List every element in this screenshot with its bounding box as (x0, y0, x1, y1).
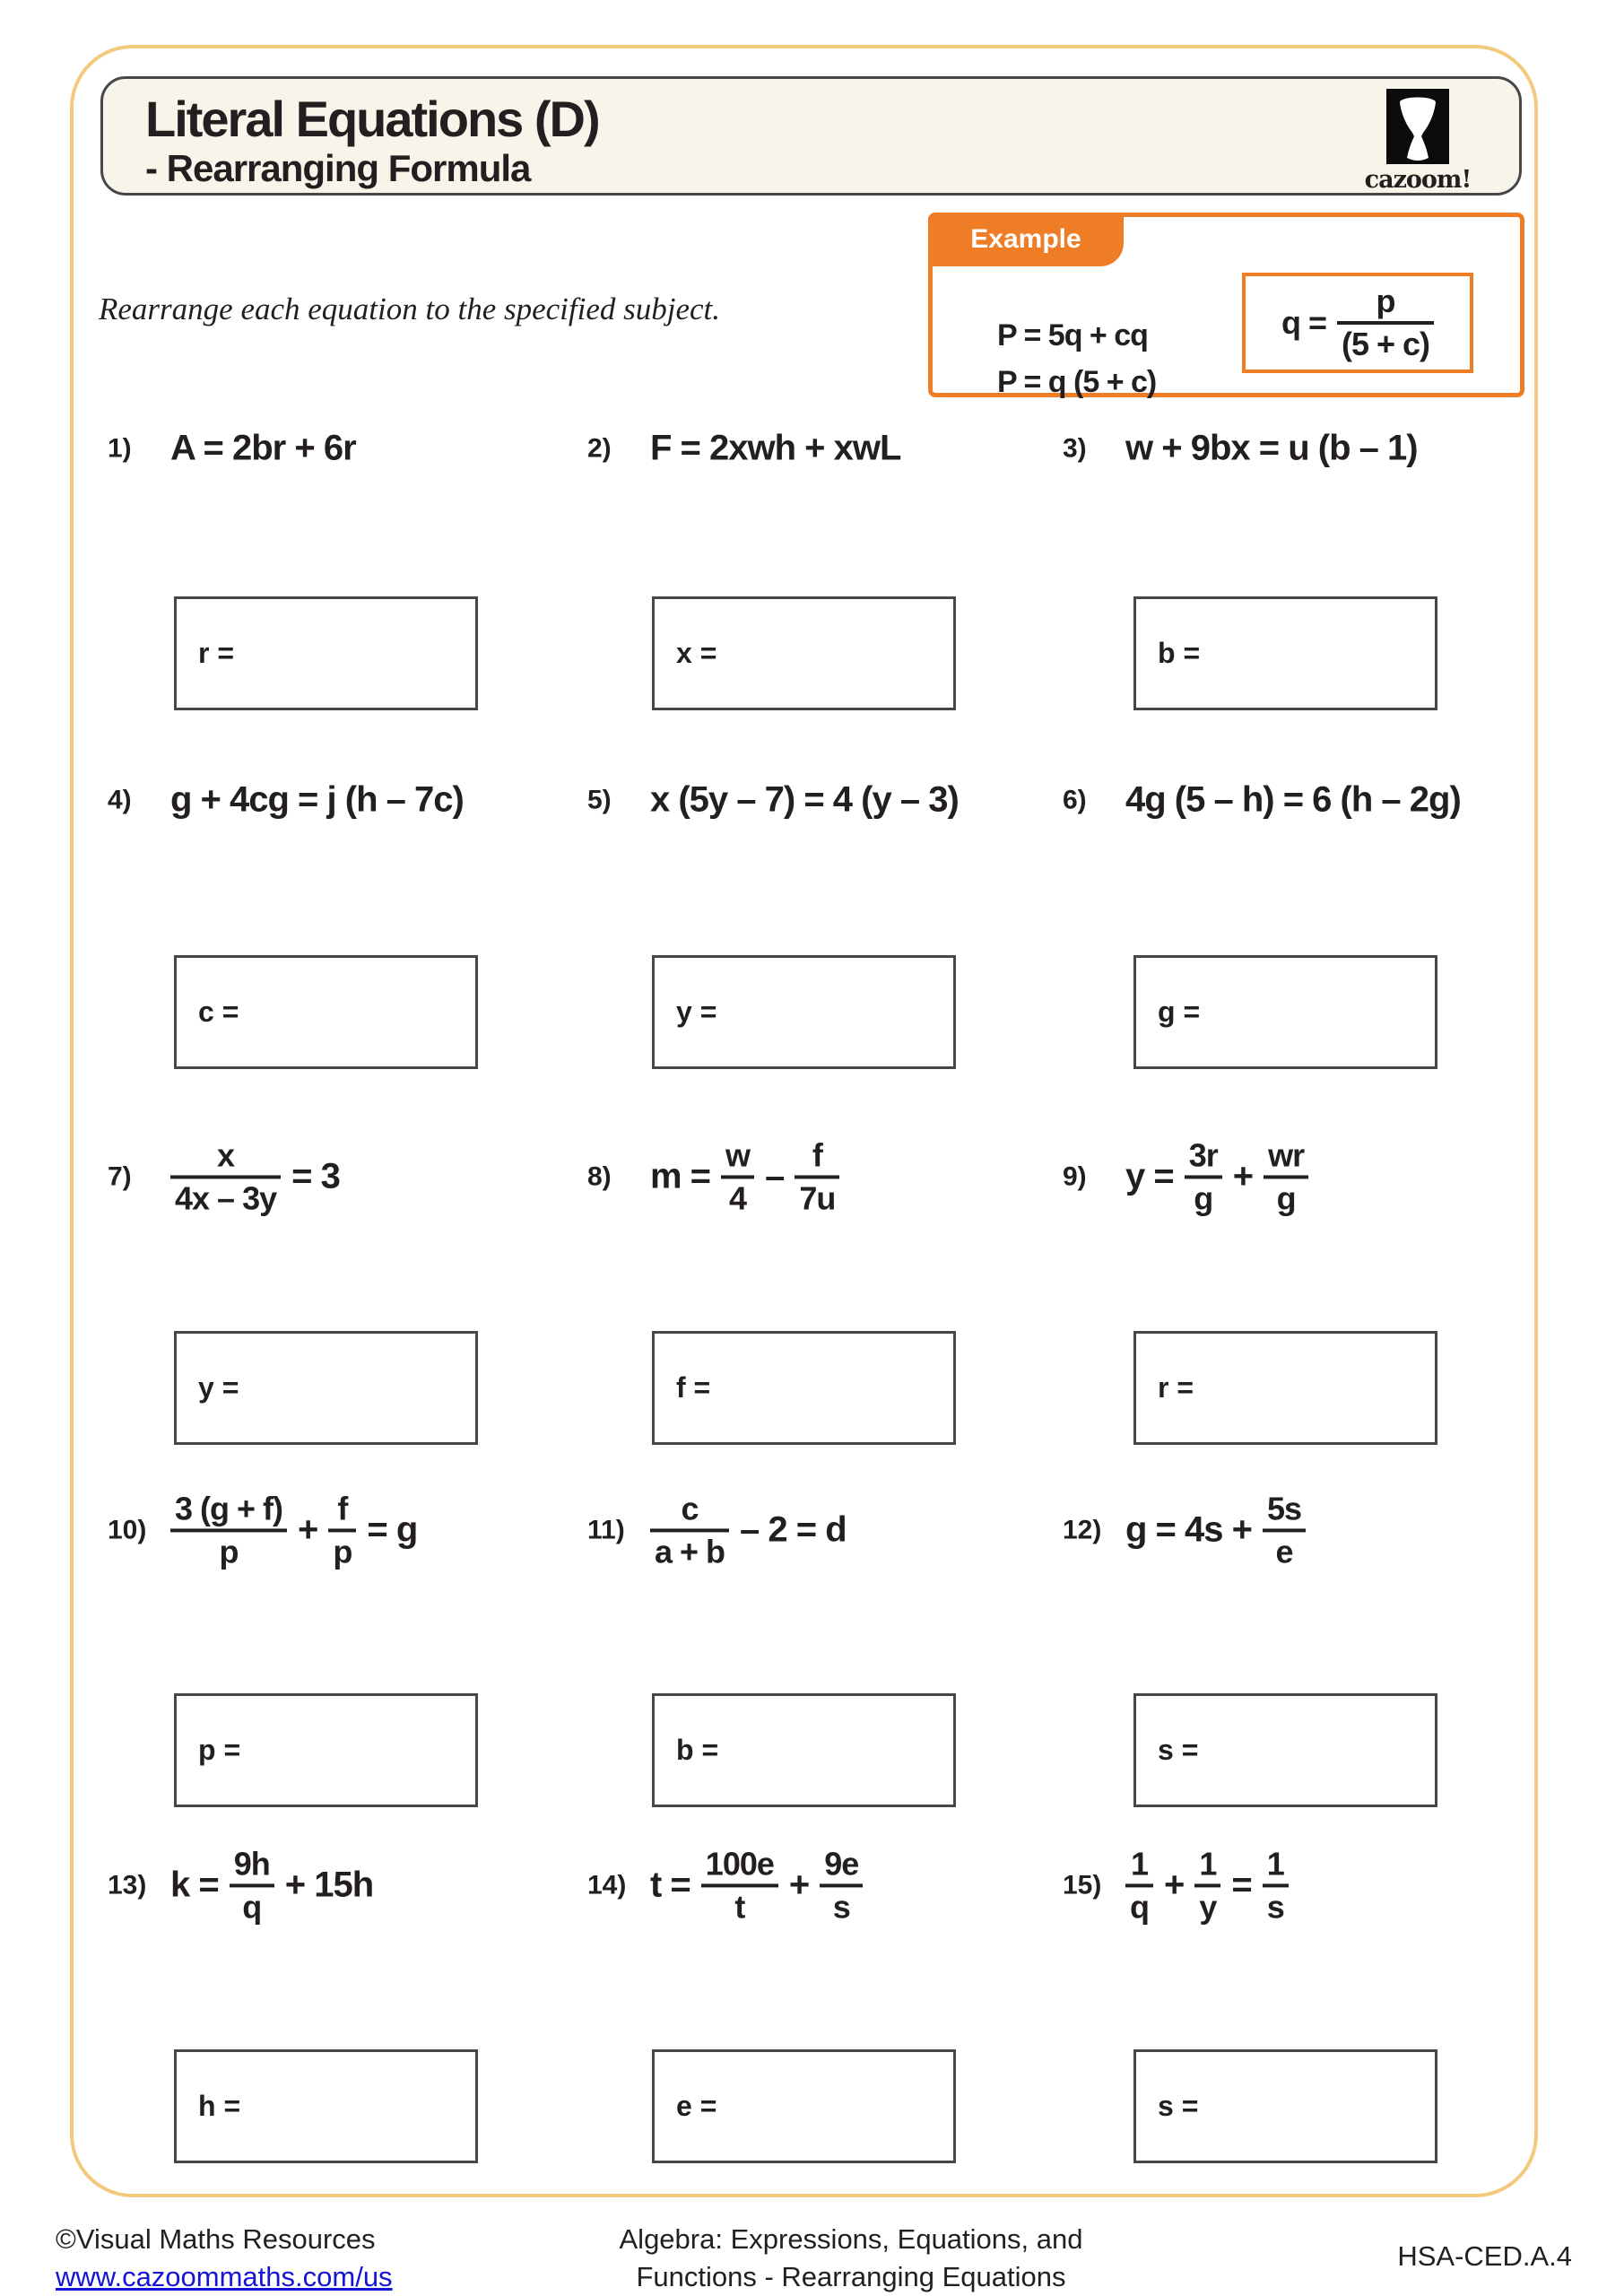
fraction-numerator: 100e (705, 1845, 774, 1883)
header-box (100, 76, 1522, 196)
fraction-bar (1194, 1883, 1220, 1887)
problem-11 (587, 1491, 847, 1569)
footer-left (56, 2221, 393, 2296)
equation-text: F = 2xwh + xwL (650, 428, 901, 468)
fraction-denominator: (5 + c) (1341, 326, 1430, 362)
fraction (650, 1491, 729, 1569)
problem-8 (587, 1137, 839, 1215)
fraction-numerator: 1 (1130, 1845, 1149, 1883)
answer-box-5 (652, 955, 956, 1069)
fraction (1194, 1846, 1220, 1924)
problem-number: 4) (108, 785, 132, 814)
problem-12 (1063, 1491, 1306, 1569)
fraction-bar (1263, 1883, 1289, 1887)
equation-text: – (765, 1156, 785, 1196)
logo-text: cazoom! (1364, 166, 1472, 194)
problem-5 (587, 780, 959, 821)
fraction-numerator: 5s (1266, 1490, 1302, 1527)
fraction (1337, 283, 1434, 361)
fraction-numerator: x (217, 1136, 235, 1174)
fraction-bar (721, 1175, 754, 1178)
problem-equation (1125, 1137, 1308, 1215)
answer-label: h = (198, 2090, 241, 2122)
problem-equation (170, 429, 356, 469)
answer-label: s = (1158, 2090, 1199, 2122)
equation-text: g + 4cg = j (h – 7c) (170, 779, 464, 820)
fraction-bar (701, 1883, 778, 1887)
equation-text: = (1231, 1865, 1252, 1905)
answer-label: g = (1158, 996, 1201, 1028)
answer-label: y = (198, 1371, 239, 1404)
answer-label: r = (198, 637, 235, 669)
answer-box-11 (652, 1693, 956, 1807)
answer-label: e = (676, 2090, 717, 2122)
equation-text: + 15h (284, 1865, 374, 1905)
equation-text: m = (650, 1156, 711, 1196)
answer-label: b = (1158, 637, 1201, 669)
fraction (1263, 1846, 1289, 1924)
equation-text: y = (1125, 1156, 1174, 1196)
problem-6 (1063, 780, 1461, 821)
fraction-bar (795, 1175, 839, 1178)
answer-box-7 (174, 1331, 478, 1445)
instruction-text: Rearrange each equation to the specified subject. (99, 291, 721, 326)
fraction-numerator: 3 (g + f) (175, 1490, 283, 1527)
fraction (1264, 1137, 1308, 1215)
standard-code: HSA-CED.A.4 (1397, 2240, 1572, 2272)
cazoom-link[interactable]: www.cazoommaths.com/us (56, 2261, 393, 2292)
equation-text: k = (170, 1865, 219, 1905)
answer-label: f = (676, 1371, 711, 1404)
page-subtitle: - Rearranging Formula (145, 147, 531, 189)
footer-topic-line1: Algebra: Expressions, Equations, and (619, 2223, 1083, 2255)
fraction-bar (1185, 1175, 1222, 1178)
answer-box-4 (174, 955, 478, 1069)
fraction-numerator: p (1376, 283, 1395, 320)
answer-box-12 (1133, 1693, 1437, 1807)
equation-text: + (1164, 1865, 1185, 1905)
drum-icon (1386, 89, 1449, 164)
problem-equation (170, 1846, 373, 1924)
equation-text: = 3 (291, 1156, 340, 1196)
problem-equation (170, 1137, 340, 1215)
fraction-denominator: p (333, 1533, 352, 1570)
equation-text: + (298, 1509, 318, 1550)
equation-text: q = (1281, 304, 1326, 341)
problem-number: 2) (587, 433, 612, 463)
fraction (701, 1846, 778, 1924)
equation-text: = g (367, 1509, 418, 1550)
equation-text: + (1232, 1156, 1254, 1196)
equation-text: w + 9bx = u (b – 1) (1125, 428, 1418, 468)
fraction-numerator: 9h (233, 1845, 270, 1883)
problem-7 (108, 1137, 340, 1215)
fraction (1263, 1491, 1306, 1569)
fraction (795, 1137, 839, 1215)
answer-label: b = (676, 1734, 719, 1766)
answer-box-6 (1133, 955, 1437, 1069)
equation-text: 4g (5 – h) = 6 (h – 2g) (1125, 779, 1461, 820)
fraction-bar (230, 1883, 274, 1887)
fraction (1185, 1137, 1222, 1215)
fraction-denominator: e (1275, 1533, 1293, 1570)
answer-box-13 (174, 2049, 478, 2163)
answer-label: r = (1158, 1371, 1194, 1404)
page-title: Literal Equations (D) (145, 91, 599, 147)
fraction-numerator: 3r (1188, 1136, 1218, 1174)
fraction (721, 1137, 754, 1215)
answer-box-8 (652, 1331, 956, 1445)
fraction-numerator: f (337, 1490, 348, 1527)
fraction-numerator: f (812, 1136, 822, 1174)
equation-text: A = 2br + 6r (170, 428, 356, 468)
copyright-text: ©Visual Maths Resources (56, 2223, 376, 2255)
example-working (997, 312, 1156, 405)
fraction-bar (1125, 1883, 1153, 1887)
fraction (1125, 1846, 1153, 1924)
problem-number: 6) (1063, 785, 1087, 814)
problem-equation (1125, 429, 1418, 469)
fraction-bar (328, 1528, 356, 1532)
problem-2 (587, 429, 900, 469)
fraction-denominator: g (1276, 1179, 1296, 1216)
answer-label: y = (676, 996, 717, 1028)
answer-label: s = (1158, 1734, 1199, 1766)
fraction-numerator: w (725, 1136, 751, 1174)
problem-13 (108, 1846, 373, 1924)
problem-equation (650, 1137, 839, 1215)
answer-label: p = (198, 1734, 241, 1766)
fraction-denominator: 4 (729, 1179, 747, 1216)
problem-equation (1125, 780, 1461, 821)
answer-box-2 (652, 596, 956, 710)
fraction-denominator: s (1266, 1888, 1284, 1925)
problem-number: 9) (1063, 1161, 1087, 1191)
fraction-denominator: q (242, 1888, 262, 1925)
fraction-denominator: 4x – 3y (175, 1179, 277, 1216)
problem-number: 13) (108, 1870, 147, 1900)
problem-equation (1125, 1491, 1306, 1569)
problem-equation (170, 1491, 417, 1569)
problem-14 (587, 1846, 863, 1924)
problem-1 (108, 429, 356, 469)
fraction-bar (1263, 1528, 1306, 1532)
example-line: P = q (5 + c) (997, 365, 1157, 399)
fraction (820, 1846, 863, 1924)
fraction-numerator: 9e (824, 1845, 859, 1883)
answer-label: x = (676, 637, 717, 669)
example-answer-box (1242, 273, 1473, 373)
problem-number: 11) (587, 1515, 625, 1544)
fraction-numerator: 1 (1199, 1845, 1217, 1883)
answer-box-15 (1133, 2049, 1437, 2163)
problem-number: 12) (1063, 1515, 1102, 1544)
fraction-numerator: 1 (1266, 1845, 1284, 1883)
equation-text: g = 4s + (1125, 1509, 1252, 1550)
fraction-denominator: t (734, 1888, 745, 1925)
fraction-denominator: s (832, 1888, 850, 1925)
problem-number: 1) (108, 433, 132, 463)
footer-topic-line2: Functions - Rearranging Equations (636, 2261, 1066, 2292)
fraction-denominator: q (1130, 1888, 1149, 1925)
fraction-denominator: 7u (799, 1179, 836, 1216)
fraction (230, 1846, 274, 1924)
fraction (170, 1491, 287, 1569)
equation-text: t = (650, 1865, 690, 1905)
fraction-bar (1264, 1175, 1308, 1178)
problem-number: 3) (1063, 433, 1087, 463)
problem-equation (650, 429, 900, 469)
problem-equation (650, 1846, 863, 1924)
footer-topic (595, 2221, 1107, 2296)
example-answer-equation (1281, 283, 1434, 361)
fraction (328, 1491, 356, 1569)
fraction-numerator: wr (1268, 1136, 1305, 1174)
fraction-bar (170, 1175, 281, 1178)
fraction-denominator: y (1199, 1888, 1217, 1925)
problem-equation (650, 1491, 847, 1569)
cazoom-logo (1359, 89, 1476, 194)
fraction (170, 1137, 281, 1215)
problem-4 (108, 780, 464, 821)
problem-15 (1063, 1846, 1289, 1924)
fraction-denominator: g (1194, 1179, 1213, 1216)
problem-equation (650, 780, 959, 821)
problem-10 (108, 1491, 417, 1569)
answer-box-14 (652, 2049, 956, 2163)
answer-box-3 (1133, 596, 1437, 710)
fraction-denominator: p (219, 1533, 239, 1570)
problem-9 (1063, 1137, 1308, 1215)
answer-box-10 (174, 1693, 478, 1807)
problem-number: 7) (108, 1161, 132, 1191)
problem-number: 5) (587, 785, 612, 814)
example-tab: Example (928, 213, 1124, 266)
problem-number: 14) (587, 1870, 627, 1900)
answer-box-1 (174, 596, 478, 710)
fraction-bar (1337, 321, 1434, 325)
fraction-bar (170, 1528, 287, 1532)
problem-number: 10) (108, 1515, 147, 1544)
equation-text: + (788, 1865, 810, 1905)
fraction-numerator: c (681, 1490, 699, 1527)
equation-text: – 2 = d (740, 1509, 847, 1550)
problem-equation (170, 780, 464, 821)
example-line: P = 5q + cq (997, 318, 1148, 352)
problem-number: 15) (1063, 1870, 1102, 1900)
equation-text: x (5y – 7) = 4 (y – 3) (650, 779, 959, 820)
problem-3 (1063, 429, 1418, 469)
fraction-denominator: a + b (655, 1533, 725, 1570)
answer-box-9 (1133, 1331, 1437, 1445)
answer-label: c = (198, 996, 239, 1028)
problem-equation (1125, 1846, 1289, 1924)
fraction-bar (820, 1883, 863, 1887)
fraction-bar (650, 1528, 729, 1532)
problem-number: 8) (587, 1161, 612, 1191)
example-box (928, 213, 1524, 397)
